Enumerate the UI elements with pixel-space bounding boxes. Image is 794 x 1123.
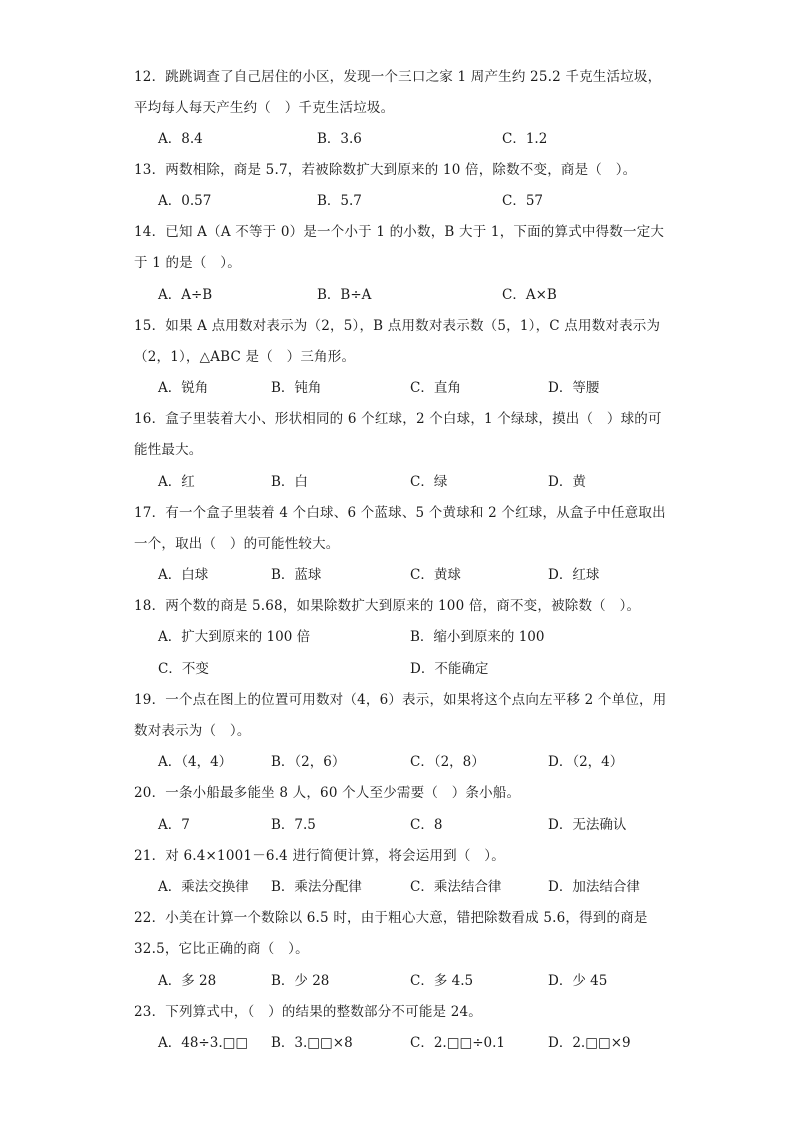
question-20-option-b: B．7.5: [271, 817, 316, 833]
question-16-option-d: D．黄: [548, 474, 586, 490]
question-22-option-c: C．多 4.5: [410, 973, 474, 989]
question-13-option-a: A．0.57: [158, 193, 212, 209]
question-22-line-1: 22．小美在计算一个数除以 6.5 时，由于粗心大意，错把除数看成 5.6，得到的商是: [134, 910, 648, 926]
question-16-line-1: 16．盒子里装着大小、形状相同的 6 个红球，2 个白球，1 个绿球，摸出（ ）球的可: [134, 411, 662, 427]
question-17-line-1: 17．有一个盒子里装着 4 个白球、6 个蓝球、5 个黄球和 2 个红球，从盒子中任意取出: [134, 505, 666, 521]
question-14-line-1: 14．已知 A（A 不等于 0）是一个小于 1 的小数，B 大于 1，下面的算式中得数一定大: [134, 224, 665, 240]
question-21-option-d: D．加法结合律: [548, 879, 640, 895]
question-21-option-c: C．乘法结合律: [410, 879, 502, 895]
question-12-option-a: A．8.4: [158, 131, 203, 147]
question-12-line-1: 12．跳跳调查了自己居住的小区，发现一个三口之家 1 周产生约 25.2 千克生活垃圾，: [134, 69, 662, 85]
question-22-option-b: B．少 28: [271, 973, 330, 989]
question-23-option-c: C．2.□□÷0.1: [410, 1035, 506, 1051]
question-12-option-b: B．3.6: [317, 131, 362, 147]
question-15-line-1: 15．如果 A 点用数对表示为（2，5），B 点用数对表示数（5，1），C 点用数对表示为: [134, 318, 661, 334]
question-12-option-c: C．1.2: [502, 131, 548, 147]
question-15-option-c: C．直角: [410, 380, 461, 396]
question-19-line-1: 19．一个点在图上的位置可用数对（4，6）表示，如果将这个点向左平移 2 个单位，用: [134, 692, 667, 708]
question-16-option-a: A．红: [158, 474, 195, 490]
question-16-option-c: C．绿: [410, 474, 448, 490]
question-15-line-2: （2，1），△ABC 是（ ）三角形。: [134, 349, 356, 365]
question-23-option-b: B．3.□□×8: [271, 1035, 353, 1051]
question-20-option-d: D．无法确认: [548, 817, 627, 833]
question-17-option-a: A．白球: [158, 567, 209, 583]
question-13-option-c: C．57: [502, 193, 544, 209]
question-17-option-c: C．黄球: [410, 567, 461, 583]
question-18-line-1: 18．两个数的商是 5.68，如果除数扩大到原来的 100 倍，商不变，被除数（ ）。: [134, 598, 641, 614]
question-13-option-b: B．5.7: [317, 193, 362, 209]
question-15-option-a: A．锐角: [158, 380, 209, 396]
question-16-line-2: 能性最大。: [134, 442, 203, 458]
question-19-option-a: A．（4，4）: [158, 754, 233, 770]
question-21-line-1: 21．对 6.4×1001－6.4 进行简便计算，将会运用到（ ）。: [134, 848, 505, 864]
question-17-option-b: B．蓝球: [271, 567, 322, 583]
question-18-option-b: B．缩小到原来的 100: [410, 629, 545, 645]
question-14-line-2: 于 1 的是（ ）。: [134, 255, 241, 271]
question-14-option-b: B．B÷A: [317, 287, 372, 303]
question-22-option-a: A．多 28: [158, 973, 217, 989]
question-23-line-1: 23．下列算式中，（ ）的结果的整数部分不可能是 24。: [134, 1004, 482, 1020]
question-21-option-b: B．乘法分配律: [271, 879, 362, 895]
question-16-option-b: B．白: [271, 474, 308, 490]
question-18-option-a: A．扩大到原来的 100 倍: [158, 629, 311, 645]
question-17-line-2: 一个，取出（ ）的可能性较大。: [134, 536, 340, 552]
question-15-option-d: D．等腰: [548, 380, 600, 396]
question-20-line-1: 20．一条小船最多能坐 8 人，60 个人至少需要（ ）条小船。: [134, 785, 521, 801]
question-19-line-2: 数对表示为（ ）。: [134, 723, 251, 739]
question-18-option-d: D．不能确定: [410, 661, 489, 677]
question-18-option-c: C．不变: [158, 661, 209, 677]
question-19-option-d: D．（2，4）: [548, 754, 624, 770]
question-15-option-b: B．钝角: [271, 380, 322, 396]
question-17-option-d: D．红球: [548, 567, 600, 583]
question-23-option-d: D．2.□□×9: [548, 1035, 631, 1051]
question-21-option-a: A．乘法交换律: [158, 879, 249, 895]
question-14-option-c: C．A×B: [502, 287, 557, 303]
question-23-option-a: A．48÷3.□□: [158, 1035, 249, 1051]
question-13-line-1: 13．两数相除，商是 5.7，若被除数扩大到原来的 10 倍，除数不变，商是（ ）。: [134, 162, 637, 178]
question-19-option-b: B．（2，6）: [271, 754, 346, 770]
question-12-line-2: 平均每人每天产生约（ ）千克生活垃圾。: [134, 100, 395, 116]
question-20-option-c: C．8: [410, 817, 443, 833]
question-14-option-a: A．A÷B: [158, 287, 213, 303]
question-19-option-c: C．（2，8）: [410, 754, 485, 770]
question-22-option-d: D．少 45: [548, 973, 608, 989]
question-22-line-2: 32.5，它比正确的商（ ）。: [134, 941, 309, 957]
question-20-option-a: A．7: [158, 817, 190, 833]
